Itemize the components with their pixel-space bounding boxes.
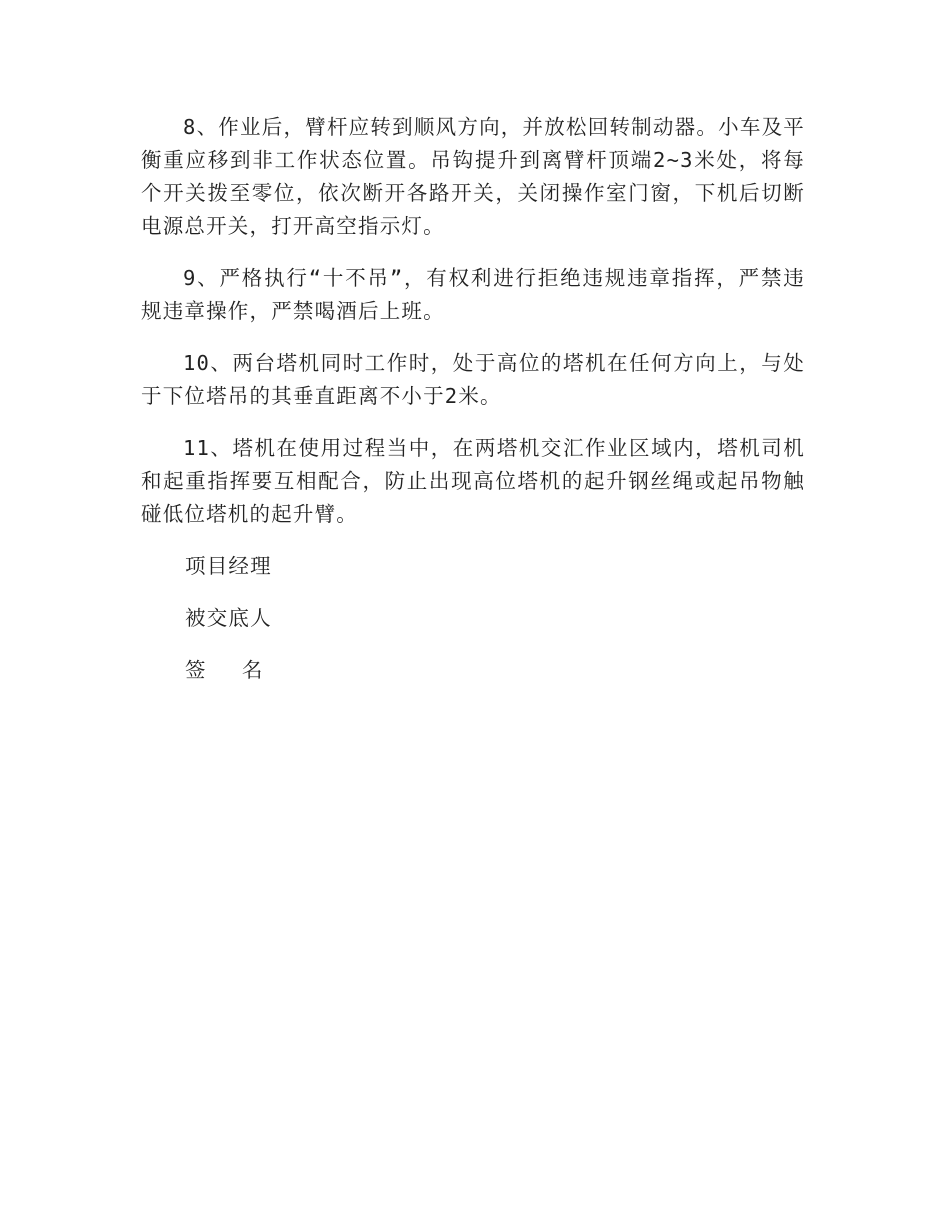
paragraph-11: 11、塔机在使用过程当中，在两塔机交汇作业区域内，塔机司机和起重指挥要互相配合，防止出现高位塔机的起升钢丝绳或起吊物触碰低位塔机的起升臂。 <box>141 436 805 526</box>
paragraph-9: 9、严格执行“十不吊”，有权利进行拒绝违规违章指挥，严禁违规违章操作，严禁喝酒后上班。 <box>141 266 805 323</box>
signature-label: 签 名 <box>185 658 275 682</box>
project-manager-label: 项目经理 <box>185 554 272 578</box>
paragraph-10: 10、两台塔机同时工作时，处于高位的塔机在任何方向上，与处于下位塔吊的其垂直距离不小于2米。 <box>141 351 805 408</box>
recipient-label: 被交底人 <box>185 606 272 630</box>
paragraph-8: 8、作业后，臂杆应转到顺风方向，并放松回转制动器。小车及平衡重应移到非工作状态位置。吊钩提升到离臂杆顶端2~3米处，将每个开关拨至零位，依次断开各路开关，关闭操作室门窗，下机后切断电源总开关，打开高空指示灯。 <box>141 115 805 238</box>
document-body <box>141 111 805 706</box>
